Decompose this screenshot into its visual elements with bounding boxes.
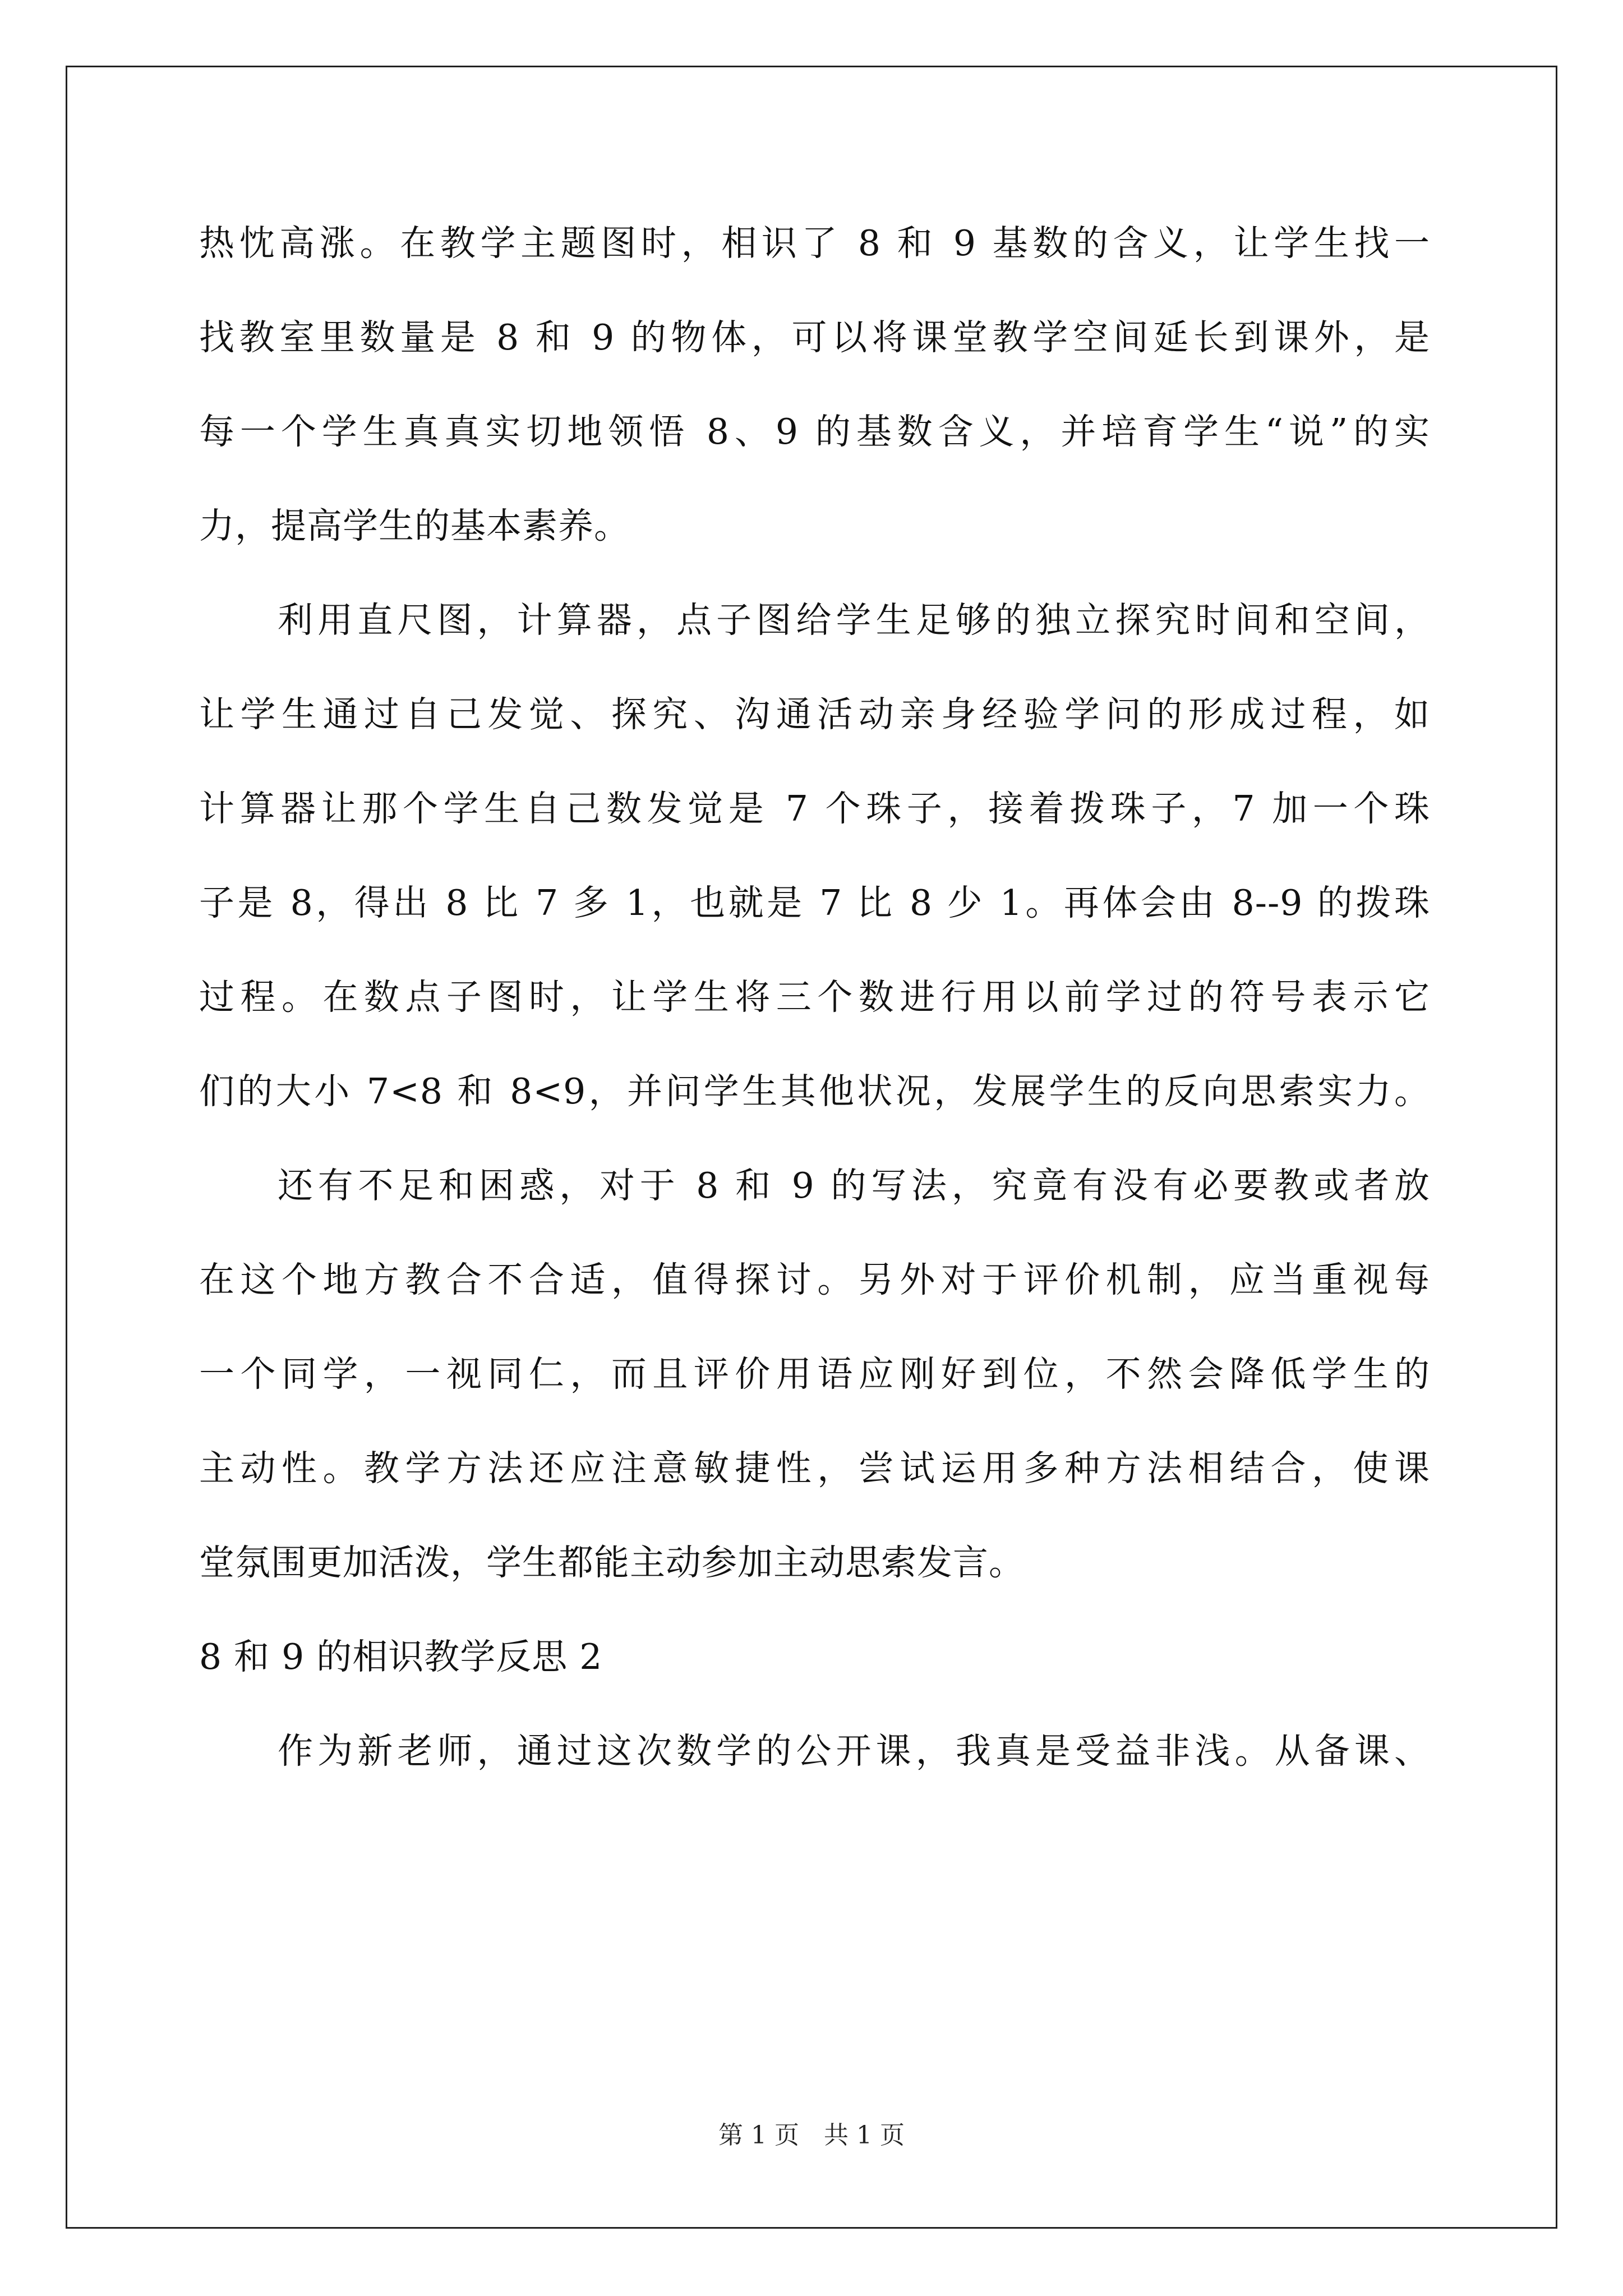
text-line: 利用直尺图，计算器，点子图给学生足够的独立探究时间和空间， (278, 600, 1430, 641)
document-body (199, 196, 1430, 1798)
text-line: 作为新老师，通过这次数学的公开课，我真是受益非浅。从备课、 (278, 1731, 1430, 1772)
text-line: 在这个地方教合不合适，值得探讨。另外对于评价机制，应当重视每 (199, 1259, 1430, 1300)
text-line: 堂氛围更加活泼，学生都能主动参加主动思索发言。 (199, 1542, 1025, 1583)
text-line: 主动性。教学方法还应注意敏捷性，尝试运用多种方法相结合，使课 (199, 1448, 1430, 1489)
text-line: 热忱高涨。在教学主题图时，相识了 8 和 9 基数的含义，让学生找一 (199, 223, 1430, 264)
page-footer: 第 1 页 共 1 页 (718, 2121, 905, 2150)
text-line: 力，提高学生的基本素养。 (199, 505, 630, 546)
text-line: 一个同学，一视同仁，而且评价用语应刚好到位，不然会降低学生的 (199, 1354, 1430, 1395)
text-line: 每一个学生真真实切地领悟 8、9 的基数含义，并培育学生“说”的实 (199, 411, 1430, 452)
text-line: 们的大小 7<8 和 8<9，并问学生其他状况，发展学生的反向思索实力。 (199, 1071, 1430, 1112)
text-line: 子是 8，得出 8 比 7 多 1，也就是 7 比 8 少 1。再体会由 8--9 的拨珠 (199, 882, 1430, 923)
text-line: 让学生通过自己发觉、探究、沟通活动亲身经验学问的形成过程，如 (199, 694, 1430, 735)
section-heading: 8 和 9 的相识教学反思 2 (199, 1636, 603, 1677)
text-line: 还有不足和困惑，对于 8 和 9 的写法，究竟有没有必要教或者放 (278, 1165, 1430, 1206)
text-line: 过程。在数点子图时，让学生将三个数进行用以前学过的符号表示它 (199, 977, 1430, 1018)
text-line: 计算器让那个学生自己数发觉是 7 个珠子，接着拨珠子，7 加一个珠 (199, 788, 1430, 829)
text-line: 找教室里数量是 8 和 9 的物体，可以将课堂教学空间延长到课外，是 (199, 317, 1430, 358)
